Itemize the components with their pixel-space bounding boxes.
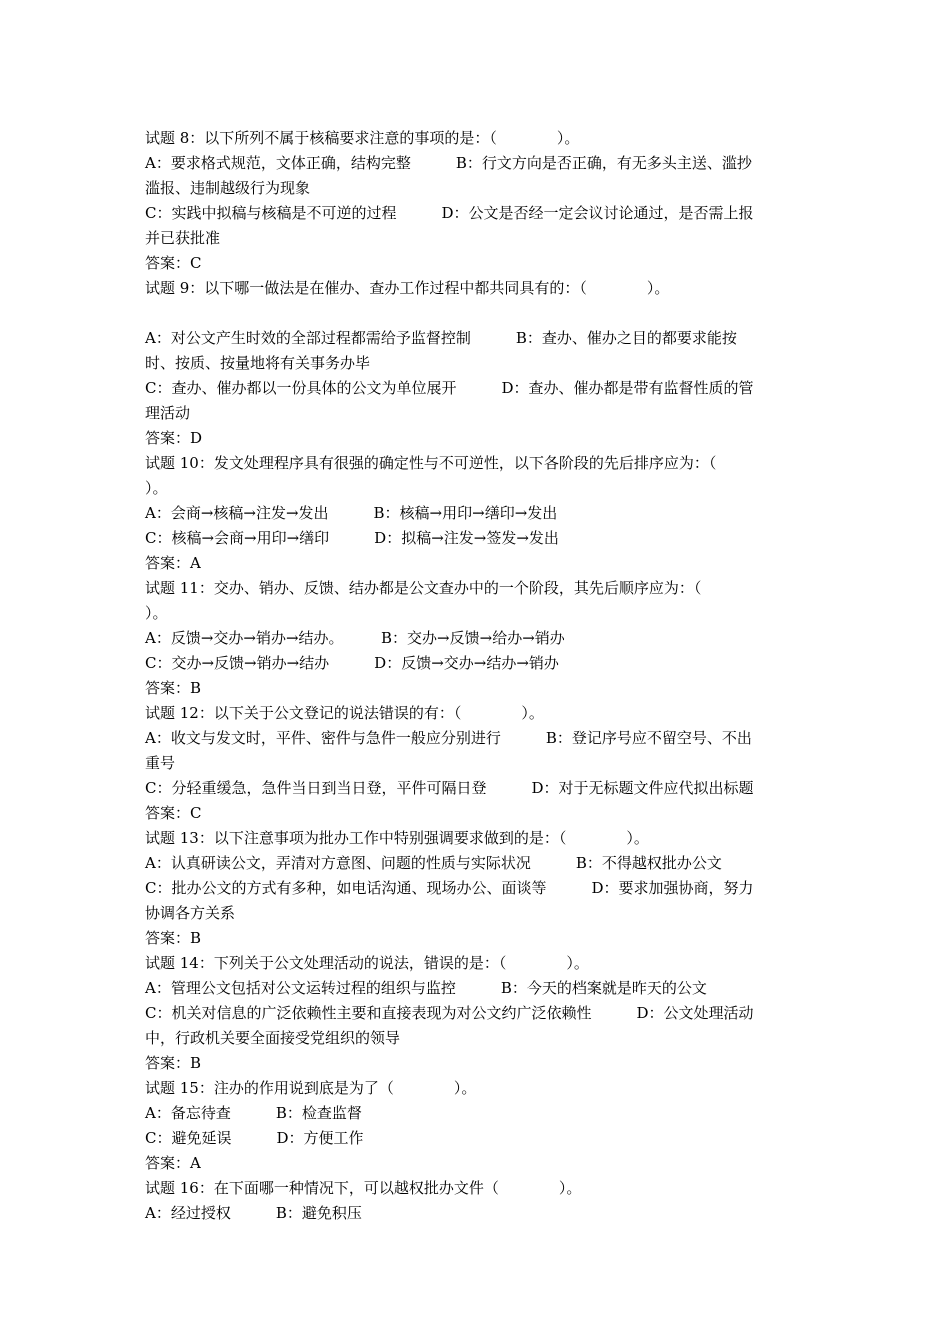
question-14-options-cd-cont: 中，行政机关要全面接受党组织的领导 [145, 1029, 401, 1047]
question-12-options-ab: A：收文与发文时，平件、密件与急件一般应分别进行 B：登记序号应不留空号、不出 [145, 729, 752, 747]
question-8-options-ab: A：要求格式规范，文体正确，结构完整 B：行文方向是否正确，有无多头主送、滥抄 [145, 154, 752, 172]
question-8-options-cd-cont: 并已获批准 [145, 229, 221, 247]
question-11-stem: 试题 11：交办、销办、反馈、结办都是公文查办中的一个阶段，其先后顺序应为：（ [145, 579, 702, 597]
question-14-options-cd: C：机关对信息的广泛依赖性主要和直接表现为对公文约广泛依赖性 D：公文处理活动 [145, 1004, 754, 1022]
question-11-options-cd: C：交办→反馈→销办→结办 D：反馈→交办→结办→销办 [145, 654, 559, 672]
question-9-stem: 试题 9：以下哪一做法是在催办、查办工作过程中都共同具有的：（ ）。 [145, 279, 670, 297]
question-11-stem-cont: ）。 [145, 604, 168, 622]
question-13-stem: 试题 13：以下注意事项为批办工作中特别强调要求做到的是：（ ）。 [145, 829, 649, 847]
question-8-options-cd: C：实践中拟稿与核稿是不可逆的过程 D：公文是否经一定会议讨论通过，是否需上报 [145, 204, 754, 222]
question-9-options-cd-cont: 理活动 [145, 404, 191, 422]
question-16-options-ab: A：经过授权 B：避免积压 [145, 1204, 362, 1222]
question-12-options-ab-cont: 重号 [145, 754, 176, 772]
question-8-stem: 试题 8：以下所列不属于核稿要求注意的事项的是：（ ）。 [145, 129, 580, 147]
question-16-stem: 试题 16：在下面哪一种情况下，可以越权批办文件（ ）。 [145, 1179, 582, 1197]
question-9-options-cd: C：查办、催办都以一份具体的公文为单位展开 D：查办、催办都是带有监督性质的管 [145, 379, 754, 397]
question-15-stem: 试题 15：注办的作用说到底是为了（ ）。 [145, 1079, 477, 1097]
question-13-options-cd: C：批办公文的方式有多种，如电话沟通、现场办公、面谈等 D：要求加强协商，努力 [145, 879, 754, 897]
question-10-stem: 试题 10：发文处理程序具有很强的确定性与不可逆性，以下各阶段的先后排序应为：（ [145, 454, 717, 472]
question-13-options-ab: A：认真研读公文，弄清对方意图、问题的性质与实际状况 B：不得越权批办公文 [145, 854, 722, 872]
question-8-options-ab-cont: 滥报、违制越级行为现象 [145, 179, 311, 197]
question-10-answer: 答案：A [145, 554, 201, 572]
question-10-stem-cont: ）。 [145, 479, 168, 497]
question-15-options-ab: A：备忘待查 B：检查监督 [145, 1104, 362, 1122]
question-9-options-ab-cont: 时、按质、按量地将有关事务办毕 [145, 354, 371, 372]
question-8-answer: 答案：C [145, 254, 202, 272]
document-body [145, 126, 805, 1226]
question-13-options-cd-cont: 协调各方关系 [145, 904, 236, 922]
question-10-options-ab: A：会商→核稿→注发→发出 B：核稿→用印→缮印→发出 [145, 504, 558, 522]
question-11-options-ab: A：反馈→交办→销办→结办。 B：交办→反馈→给办→销办 [145, 629, 565, 647]
question-12-stem: 试题 12：以下关于公文登记的说法错误的有：（ ）。 [145, 704, 544, 722]
question-14-answer: 答案：B [145, 1054, 202, 1072]
question-10-options-cd: C：核稿→会商→用印→缮印 D：拟稿→注发→签发→发出 [145, 529, 559, 547]
question-14-options-ab: A：管理公文包括对公文运转过程的组织与监控 B：今天的档案就是昨天的公文 [145, 979, 707, 997]
question-14-stem: 试题 14：下列关于公文处理活动的说法，错误的是：（ ）。 [145, 954, 589, 972]
question-9-options-ab: A：对公文产生时效的全部过程都需给予监督控制 B：查办、催办之目的都要求能按 [145, 329, 737, 347]
question-11-answer: 答案：B [145, 679, 202, 697]
question-15-answer: 答案：A [145, 1154, 201, 1172]
blank-line [145, 301, 805, 326]
question-13-answer: 答案：B [145, 929, 202, 947]
question-9-answer: 答案：D [145, 429, 203, 447]
question-12-answer: 答案：C [145, 804, 202, 822]
question-12-options-cd: C：分轻重缓急，急件当日到当日登，平件可隔日登 D：对于无标题文件应代拟出标题 [145, 779, 754, 797]
question-15-options-cd: C：避免延误 D：方便工作 [145, 1129, 364, 1147]
